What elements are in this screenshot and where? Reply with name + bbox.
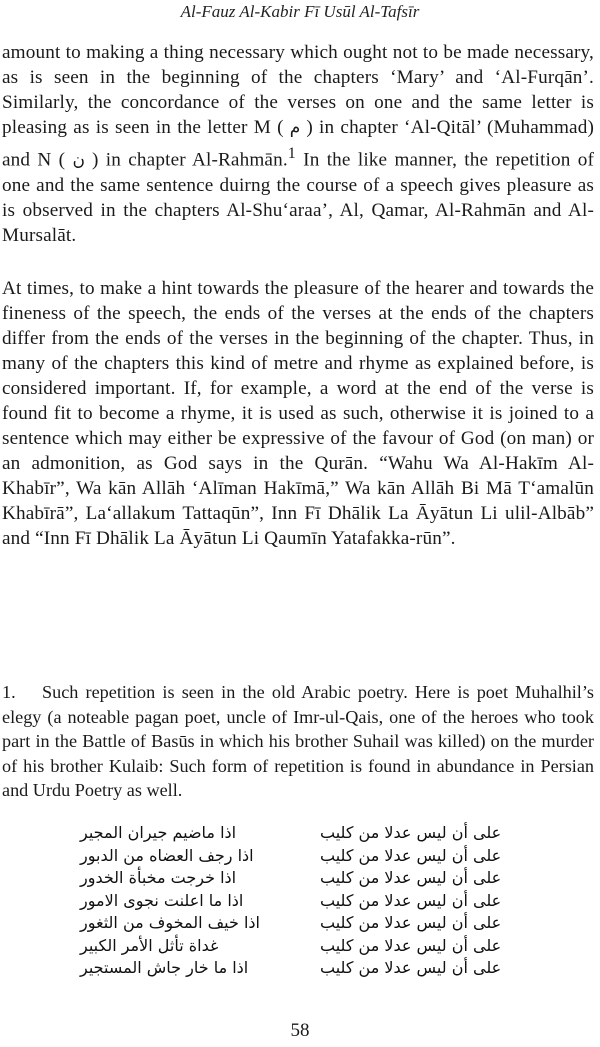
poem-line: على أن ليس عدلا من كليب bbox=[320, 823, 502, 842]
footnote-reference: 1 bbox=[287, 145, 296, 162]
paragraph-1-text-c: ) in chapter Al-Rahmān. bbox=[92, 149, 288, 171]
arabic-poem bbox=[80, 822, 540, 982]
poem-line: اذا رجف العضاه من الدبور bbox=[80, 845, 254, 865]
paragraph-2: At times, to make a hint towards the pleasure of the hearer and towards the fineness of the speech, the ends of the verses at the ends of the chapters differ from the ends of the verses in the beginning of the chapter. Thus, in many of the chapters this kind of metre and rhyme as explained before, is considered important. If, for example, a word at the end of the verse is found fit to become a rhyme, it is used as such, otherwise it is joined to a sentence which may either be expressive of the favour of God (on man) or an admonition, as God says in the Qurān. “Wahu Wa Al-Hakīm Al-Khabīr”, Wa kān Allāh ‘Alīman Hakīmā,” Wa kān Allāh Bi Mā T‘amalūn Khabīrā”, La‘allakum Tattaqūn”, Inn Fī Dhālik La Āyātun Li ulil-Albāb” and “Inn Fī Dhālik La Āyātun Li Qaumīn Yatafakka-rūn”. bbox=[2, 278, 594, 549]
poem-line: على أن ليس عدلا من كليب bbox=[320, 868, 502, 887]
paragraph-1 bbox=[2, 40, 594, 248]
footnote bbox=[2, 680, 594, 803]
poem-line: اذا خيف المخوف من الثغور bbox=[80, 913, 260, 932]
poem-left-column bbox=[80, 822, 300, 982]
poem-line: على أن ليس عدلا من كليب bbox=[320, 935, 502, 955]
poem-line: اذا خرجت مخبأة الخدور bbox=[80, 868, 237, 887]
paragraph-1-text-a: amount to making a thing necessary which ought not to be made necessary, as is seen in the beginning of the chapters ‘Mary’ and ‘Al-Furqān’. Similarly, the concordance of the verses on one and the same letter is pleasing as is seen in the letter M ( bbox=[2, 42, 594, 138]
poem-line: على أن ليس عدلا من كليب bbox=[320, 845, 502, 865]
paragraph-1-text-b: ) in chapter ‘Al-Qitāl’ (Muhammad) and N ( bbox=[2, 117, 595, 171]
poem-line: اذا ماضيم جيران المجير bbox=[80, 823, 237, 842]
poem-right-column bbox=[320, 822, 540, 982]
running-head: Al-Fauz Al-Kabir Fī Usūl Al-Tafsīr bbox=[180, 2, 420, 21]
footnote-number: 1. bbox=[2, 682, 16, 702]
arabic-letter-m: م bbox=[289, 118, 301, 138]
arabic-letter-n: ن bbox=[72, 150, 85, 171]
poem-line: على أن ليس عدلا من كليب bbox=[320, 958, 502, 977]
footnote-text: Such repetition is seen in the old Arabic poetry. Here is poet Muhalhil’s elegy (a noteable pagan poet, uncle of Imr-ul-Qais, one of the heroes who took part in the Battle of Basūs in which his brother Suhail was killed) on the murder of his brother Kulaib: Such form of repetition is found in abundance in Persian and Urdu Poetry as well. bbox=[2, 682, 594, 800]
poem-line: على أن ليس عدلا من كليب bbox=[320, 890, 502, 910]
poem-line: غداة تأثل الأمر الكبير bbox=[80, 935, 219, 955]
page-number: 58 bbox=[290, 1020, 310, 1041]
poem-line: اذا ما اعلنت نجوى الامور bbox=[80, 890, 244, 910]
paragraph-1-text-d: In the like manner, the repetition of one and the same sentence duirng the course of a speech gives pleasure as is observed in the chapters Al-Shu‘araa’, Al, Qamar, Al-Rahmān and Al-Mursalāt. bbox=[2, 149, 594, 247]
poem-line: على أن ليس عدلا من كليب bbox=[320, 913, 502, 932]
poem-line: اذا ما خار جاش المستجير bbox=[80, 958, 249, 977]
